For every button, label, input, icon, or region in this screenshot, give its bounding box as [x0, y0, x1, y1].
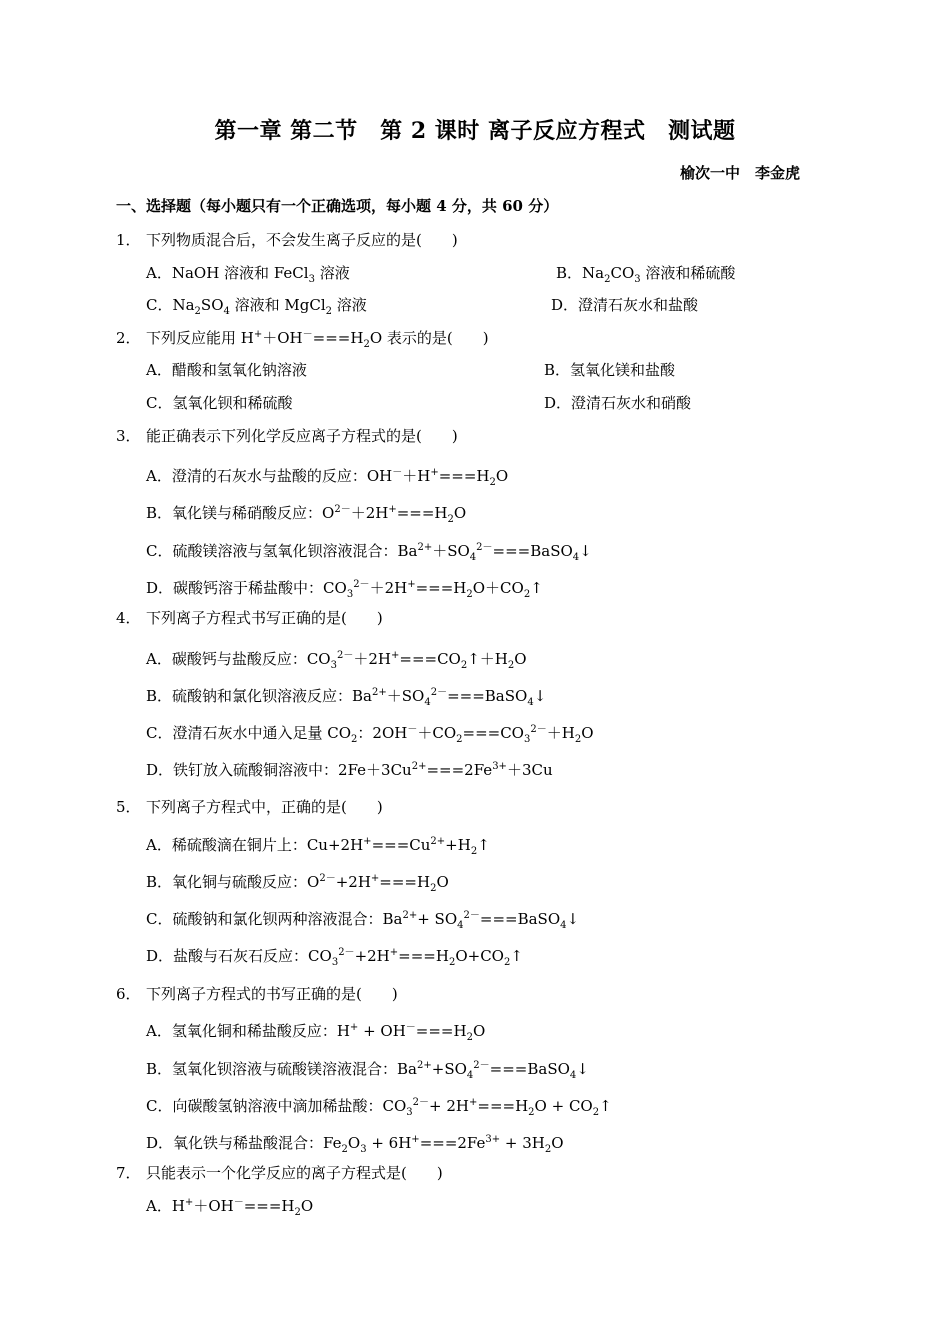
question-2 — [116, 327, 489, 348]
question-number: 7． — [116, 1164, 141, 1182]
option-4b: B．硫酸钠和氯化钡溶液反应：$Ba^{2+}+SO_4^{2-}===BaSO_4↓$ — [146, 687, 547, 708]
question-6 — [116, 983, 398, 1004]
option-1a: A．NaOH 溶液和 FeCl$_3$ 溶液 — [146, 264, 350, 285]
option-4a: A．碳酸钙与盐酸反应：$CO_3^{2-}+2H^+===CO_2↑+H_2O$ — [146, 650, 527, 671]
question-stem: 下列离子方程式的书写正确的是( ) — [146, 985, 398, 1003]
question-stem: 下列物质混合后，不会发生离子反应的是( ) — [146, 231, 458, 249]
option-5c: C．硫酸钠和氯化钡两种溶液混合：$Ba^{2+}+$ $SO_4^{2-}===BaSO_4↓$ — [146, 910, 580, 931]
question-3 — [116, 425, 458, 446]
option-2a: A．醋酸和氢氧化钠溶液 — [146, 361, 307, 379]
option-6a: A．氢氧化铜和稀盐酸反应：$H^+ + OH^-===H_2O$ — [146, 1022, 486, 1043]
option-6c: C．向碳酸氢钠溶液中滴加稀盐酸：$CO_3^{2-}+ 2H^+===H_2O$ + $CO_2↑$ — [146, 1097, 612, 1118]
question-number: 6． — [116, 985, 141, 1003]
question-stem: 下列离子方程式书写正确的是( ) — [146, 609, 383, 627]
question-number: 4． — [116, 609, 141, 627]
option-1c: C．$Na_2SO_4$ 溶液和 MgCl$_2$ 溶液 — [146, 296, 367, 317]
option-6d: D．氧化铁与稀盐酸混合：$Fe_2O_3 + 6H^+===2Fe^{3+} + 3H_2O$ — [146, 1134, 564, 1155]
question-stem: 下列反应能用 $H^++OH^-===H_2O$ 表示的是( ) — [146, 329, 489, 350]
question-number: 5． — [116, 798, 141, 816]
author-line: 榆次一中 李金虎 — [679, 164, 800, 182]
option-3c: C．硫酸镁溶液与氢氧化钡溶液混合：$Ba^{2+}+SO_4^{2-}===BaSO_4↓$ — [146, 542, 592, 563]
option-1d: D．澄清石灰水和盐酸 — [551, 296, 699, 314]
option-4d: D．铁钉放入硫酸铜溶液中：$2Fe+3Cu^{2+}===2Fe^{3+}+3Cu$ — [146, 761, 553, 779]
option-4c: C．澄清石灰水中通入足量 $CO_2$：$2OH^-+CO_2===CO_3^{2-}+H_2O$ — [146, 724, 594, 745]
option-6b: B．氢氧化钡溶液与硫酸镁溶液混合：$Ba^{2+}+SO_4^{2-}===BaSO_4↓$ — [146, 1060, 589, 1081]
question-5 — [116, 796, 383, 817]
option-2d: D．澄清石灰水和硝酸 — [544, 394, 692, 412]
question-1 — [116, 229, 458, 250]
question-number: 3． — [116, 427, 141, 445]
option-5d: D．盐酸与石灰石反应：$CO_3^{2-}+2H^+===H_2O+CO_2↑$ — [146, 947, 523, 968]
section-heading: 一、选择题（每小题只有一个正确选项，每小题 4 分，共 60 分） — [116, 197, 559, 215]
option-5a: A．稀硫酸滴在铜片上：$Cu+2H^+===Cu^{2+}+H_2↑$ — [146, 836, 490, 857]
option-5b: B．氧化铜与硫酸反应：$O^{2-}+2H^+===H_2O$ — [146, 873, 449, 894]
option-7a: A．$H^++OH^-===H_2O$ — [146, 1197, 314, 1218]
option-2b: B．氢氧化镁和盐酸 — [544, 361, 676, 379]
question-stem: 下列离子方程式中，正确的是( ) — [146, 798, 383, 816]
question-number: 1． — [116, 231, 141, 249]
question-4 — [116, 607, 383, 628]
option-3b: B．氧化镁与稀硝酸反应：$O^{2-}+2H^+===H_2O$ — [146, 504, 467, 525]
question-stem: 能正确表示下列化学反应离子方程式的是( ) — [146, 427, 458, 445]
question-number: 2． — [116, 329, 141, 347]
option-2c: C．氢氧化钡和稀硫酸 — [146, 394, 293, 412]
question-stem: 只能表示一个化学反应的离子方程式是( ) — [146, 1164, 443, 1182]
option-3a: A．澄清的石灰水与盐酸的反应：$OH^-+H^+===H_2O$ — [146, 467, 509, 488]
question-7 — [116, 1162, 443, 1183]
option-1b: B．$Na_2CO_3$ 溶液和稀硫酸 — [556, 264, 736, 285]
page-title: 第一章 第二节 第 2 课时 离子反应方程式 测试题 — [214, 118, 736, 144]
option-3d: D．碳酸钙溶于稀盐酸中：$CO_3^{2-}+2H^+===H_2O+CO_2↑$ — [146, 579, 543, 600]
